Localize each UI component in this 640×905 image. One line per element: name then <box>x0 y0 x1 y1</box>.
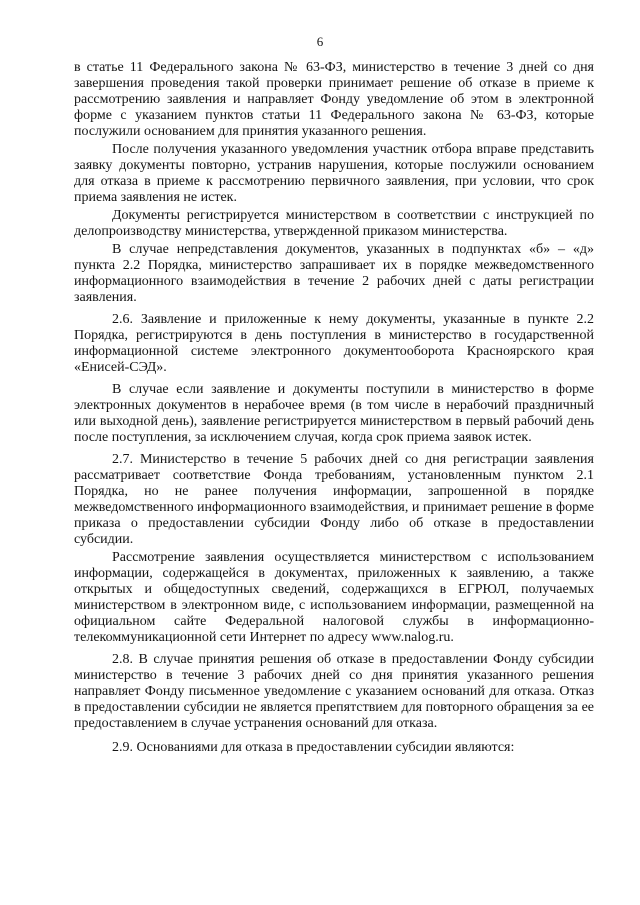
paragraph-2-6: 2.6. Заявление и приложенные к нему документы, указанные в пункте 2.2 Порядка, регистрируются в день поступления в министерство в государственной информационной системе электронного документооборота Красноярского края «Енисей-СЭД». <box>74 312 594 375</box>
paragraph-2-7: 2.7. Министерство в течение 5 рабочих дней со дня регистрации заявления рассматривает соответствие Фонда требованиям, установленным пунктом 2.1 Порядка, но не ранее получения информации, запрошенной в порядке межведомственного информационного взаимодействия, и принимает решение в форме приказа о предоставлении субсидии Фонду либо об отказе в предоставлении субсидии. <box>74 452 594 547</box>
paragraph-continuation: в статье 11 Федерального закона № 63-ФЗ, министерство в течение 3 дней со дня завершения проведения такой проверки принимает решение об отказе в приеме к рассмотрению заявления и направляет Фонду уведомление об этом в электронной форме с указанием пунктов статьи 11 Федерального закона № 63-ФЗ, которые послужили основанием для принятия указанного решения. <box>74 60 594 139</box>
page-number: 6 <box>316 34 324 49</box>
paragraph-resubmission: После получения указанного уведомления участник отбора вправе представить заявку документы повторно, устранив нарушения, которые послужили основанием для отказа в приеме к рассмотрению первичного заявления, при условии, что срок приема заявления не истек. <box>74 142 594 205</box>
paragraph-review: Рассмотрение заявления осуществляется министерством с использованием информации, содержащейся в документах, приложенных к заявлению, а также открытых и общедоступных сведений, содержащихся в ЕГРЮЛ, получаемых министерством в электронном виде, с использованием информации, размещенной на официальном сайте Федеральной налоговой службы в информационно-телекоммуникационной сети Интернет по адресу www.nalog.ru. <box>74 550 594 645</box>
paragraph-registration: Документы регистрируется министерством в соответствии с инструкцией по делопроизводству министерства, утвержденной приказом министерства. <box>74 208 594 239</box>
document-body <box>74 60 594 756</box>
paragraph-non-working-time: В случае если заявление и документы поступили в министерство в форме электронных документов в нерабочее время (в том числе в нерабочий праздничный или выходной день), заявление регистрируется министерством в первый рабочий день после поступления, за исключением случая, когда срок приема заявок истек. <box>74 382 594 445</box>
paragraph-2-9: 2.9. Основаниями для отказа в предоставлении субсидии являются: <box>112 740 515 755</box>
paragraph-2-8: 2.8. В случае принятия решения об отказе в предоставлении Фонду субсидии министерство в течение 3 рабочих дней со дня принятия указанного решения направляет Фонду письменное уведомление с указанием оснований для отказа. Отказ в предоставлении субсидии не является препятствием для повторного обращения за ее предоставлением в случае устранения оснований для отказа. <box>74 652 594 731</box>
paragraph-interagency-request: В случае непредставления документов, указанных в подпунктах «б» – «д» пункта 2.2 Порядка, министерство запрашивает их в порядке межведомственного информационного взаимодействия в течение 2 рабочих дней с даты регистрации заявления. <box>74 242 594 305</box>
